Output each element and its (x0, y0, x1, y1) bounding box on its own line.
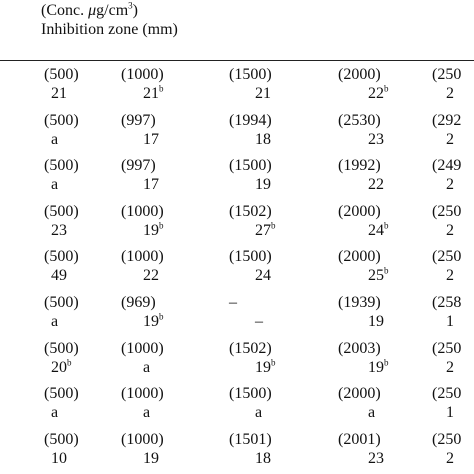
inhibition-zone-cell (255, 359, 276, 377)
table-row (0, 157, 474, 199)
zone-value: 21 (143, 85, 159, 102)
zone-value: a (255, 404, 263, 422)
concentration-cell: (258 (432, 294, 462, 311)
inhibition-zone-cell (143, 176, 159, 194)
zone-value: 19 (255, 176, 271, 194)
zone-value: 25 (368, 267, 384, 285)
micro-symbol: μ (88, 2, 97, 19)
zone-value: 18 (255, 130, 271, 148)
inhibition-zone-cell (446, 404, 454, 422)
zone-value: 1 (446, 404, 454, 422)
concentration-cell: – (229, 294, 237, 311)
inhibition-zone-cell (446, 267, 454, 285)
zone-value: 23 (368, 130, 384, 148)
footnote-marker: b (67, 357, 72, 368)
concentration-cell: (997) (121, 111, 156, 129)
zone-value: 22 (368, 85, 384, 102)
footnote-marker: b (271, 357, 276, 368)
zone-value: 22 (143, 267, 159, 285)
inhibition-zone-cell (255, 313, 263, 331)
inhibition-zone-cell (143, 359, 150, 377)
inhibition-zone-cell (368, 131, 384, 149)
concentration-cell: (250 (432, 430, 462, 448)
table-row (0, 431, 474, 473)
footnote-marker: b (384, 83, 389, 94)
zone-value: 19 (368, 358, 384, 376)
zone-value: 21 (51, 85, 67, 102)
zone-value: 2 (446, 267, 454, 285)
zone-value: 18 (255, 449, 271, 467)
zone-value: 20 (51, 358, 67, 376)
inhibition-zone-cell (51, 176, 58, 194)
zone-value: 19 (143, 221, 159, 239)
table-row (0, 248, 474, 290)
zone-value: 19 (368, 313, 384, 330)
concentration-cell: (2000) (338, 202, 381, 220)
inhibition-zone-cell (368, 359, 389, 377)
concentration-cell: (1000) (121, 248, 164, 266)
header-divider (0, 60, 474, 61)
concentration-cell: (1502) (229, 339, 272, 357)
footnote-marker: b (384, 357, 389, 368)
inhibition-zone-cell (446, 131, 454, 149)
concentration-cell: (500) (44, 430, 79, 448)
zone-value: a (51, 176, 59, 194)
concentration-unit: g/cm (96, 2, 129, 19)
footnote-marker: b (384, 220, 389, 231)
inhibition-zone-cell (446, 450, 454, 468)
concentration-cell: (1500) (229, 385, 272, 403)
table-row (0, 294, 474, 336)
zone-value: a (51, 313, 59, 330)
footnote-marker: b (271, 220, 276, 231)
zone-value: 21 (255, 85, 271, 102)
inhibition-zone-cell (368, 450, 384, 468)
concentration-cell: (250 (432, 248, 462, 266)
table-row (0, 203, 474, 245)
inhibition-zone-cell (446, 359, 454, 377)
zone-value: 17 (143, 176, 159, 194)
zone-value: 2 (446, 358, 454, 376)
inhibition-zone-cell (51, 131, 58, 149)
footnote-marker: b (159, 83, 164, 94)
inhibition-zone-header: Inhibition zone (mm) (41, 21, 178, 38)
concentration-cell: (2000) (338, 248, 381, 266)
inhibition-zone-cell (143, 222, 164, 240)
zone-value: 23 (368, 449, 384, 467)
inhibition-zone-cell (143, 85, 164, 103)
inhibition-zone-cell (446, 222, 454, 240)
concentration-cell: (1000) (121, 385, 164, 403)
concentration-cell: (2001) (338, 430, 381, 448)
footnote-marker: b (159, 220, 164, 231)
inhibition-zone-cell (51, 359, 72, 377)
concentration-cell: (1000) (121, 339, 164, 357)
inhibition-zone-cell (51, 267, 67, 285)
footnote-marker: b (159, 311, 164, 322)
concentration-header-prefix: (Conc. (41, 2, 89, 19)
footnote-marker: b (384, 266, 389, 277)
concentration-cell: (1500) (229, 66, 272, 83)
inhibition-zone-cell (51, 450, 67, 468)
zone-value: 2 (446, 221, 454, 239)
zone-value: a (368, 404, 376, 422)
zone-value: 2 (446, 449, 454, 467)
concentration-cell: (1000) (121, 66, 164, 83)
zone-value: 19 (143, 449, 159, 467)
zone-value: a (51, 130, 59, 148)
zone-value: a (51, 404, 59, 422)
zone-value: 2 (446, 130, 454, 148)
concentration-cell: (2000) (338, 385, 381, 403)
inhibition-zone-cell (51, 222, 67, 240)
concentration-cell: (500) (44, 248, 79, 266)
concentration-cell: (500) (44, 202, 79, 220)
concentration-cell: (1000) (121, 430, 164, 448)
concentration-header (41, 2, 138, 20)
inhibition-zone-cell (446, 85, 454, 103)
concentration-cell: (1000) (121, 202, 164, 220)
zone-value: 2 (446, 176, 454, 194)
concentration-cell: (250 (432, 339, 462, 357)
inhibition-zone-cell (368, 267, 389, 285)
concentration-cell: (2003) (338, 339, 381, 357)
inhibition-zone-cell (446, 176, 454, 194)
inhibition-zone-cell (51, 85, 67, 103)
inhibition-zone-cell (255, 267, 271, 285)
zone-value: a (143, 358, 151, 376)
concentration-cell: (1992) (338, 157, 381, 175)
zone-value: 27 (255, 221, 271, 239)
zone-value: 19 (255, 358, 271, 376)
concentration-cell: (292 (432, 111, 462, 129)
inhibition-zone-cell (255, 131, 271, 149)
inhibition-zone-cell (255, 85, 271, 103)
inhibition-zone-cell (143, 450, 159, 468)
table-row (0, 66, 474, 108)
concentration-cell: (500) (44, 111, 79, 129)
concentration-cell: (250 (432, 202, 462, 220)
inhibition-zone-cell (143, 131, 159, 149)
inhibition-zone-cell (255, 404, 262, 422)
inhibition-zone-cell (368, 222, 389, 240)
concentration-cell: (250 (432, 385, 462, 403)
inhibition-zone-cell (368, 313, 384, 331)
inhibition-zone-cell (368, 85, 389, 103)
concentration-cell: (249 (432, 157, 462, 175)
concentration-cell: (1502) (229, 202, 272, 220)
concentration-cell: (2000) (338, 66, 381, 83)
zone-value: 23 (51, 221, 67, 239)
concentration-cell: (1500) (229, 157, 272, 175)
concentration-cell: (1501) (229, 430, 272, 448)
concentration-cell: (500) (44, 339, 79, 357)
zone-value: 24 (368, 221, 384, 239)
zone-value: 19 (143, 313, 159, 330)
concentration-header-suffix: ) (132, 2, 138, 19)
concentration-cell: (969) (121, 294, 156, 311)
concentration-cell: (2530) (338, 111, 381, 129)
zone-value: – (255, 313, 263, 330)
inhibition-zone-cell (446, 313, 454, 331)
zone-value: a (143, 404, 151, 422)
concentration-cell: (1994) (229, 111, 272, 129)
table-row (0, 385, 474, 427)
inhibition-zone-cell (143, 404, 150, 422)
inhibition-zone-cell (51, 313, 58, 331)
table-row (0, 112, 474, 154)
zone-value: 22 (368, 176, 384, 194)
inhibition-zone-cell (368, 176, 384, 194)
unit-exponent: 3 (128, 0, 133, 11)
inhibition-zone-cell (255, 176, 271, 194)
concentration-cell: (500) (44, 385, 79, 403)
concentration-cell: (500) (44, 157, 79, 175)
zone-value: 10 (51, 449, 67, 467)
zone-value: 17 (143, 130, 159, 148)
inhibition-zone-cell (51, 404, 58, 422)
concentration-cell: (997) (121, 157, 156, 175)
inhibition-zone-cell (255, 450, 271, 468)
zone-value: 49 (51, 267, 67, 285)
concentration-cell: (500) (44, 66, 79, 83)
concentration-cell: (250 (432, 66, 462, 83)
inhibition-zone-cell (255, 222, 276, 240)
table-row (0, 340, 474, 382)
zone-value: 24 (255, 267, 271, 285)
concentration-cell: (1939) (338, 294, 381, 311)
zone-value: 2 (446, 85, 454, 102)
inhibition-zone-cell (368, 404, 375, 422)
concentration-cell: (500) (44, 294, 79, 311)
zone-value: 1 (446, 313, 454, 330)
concentration-cell: (1500) (229, 248, 272, 266)
inhibition-zone-cell (143, 313, 164, 331)
inhibition-zone-cell (143, 267, 159, 285)
